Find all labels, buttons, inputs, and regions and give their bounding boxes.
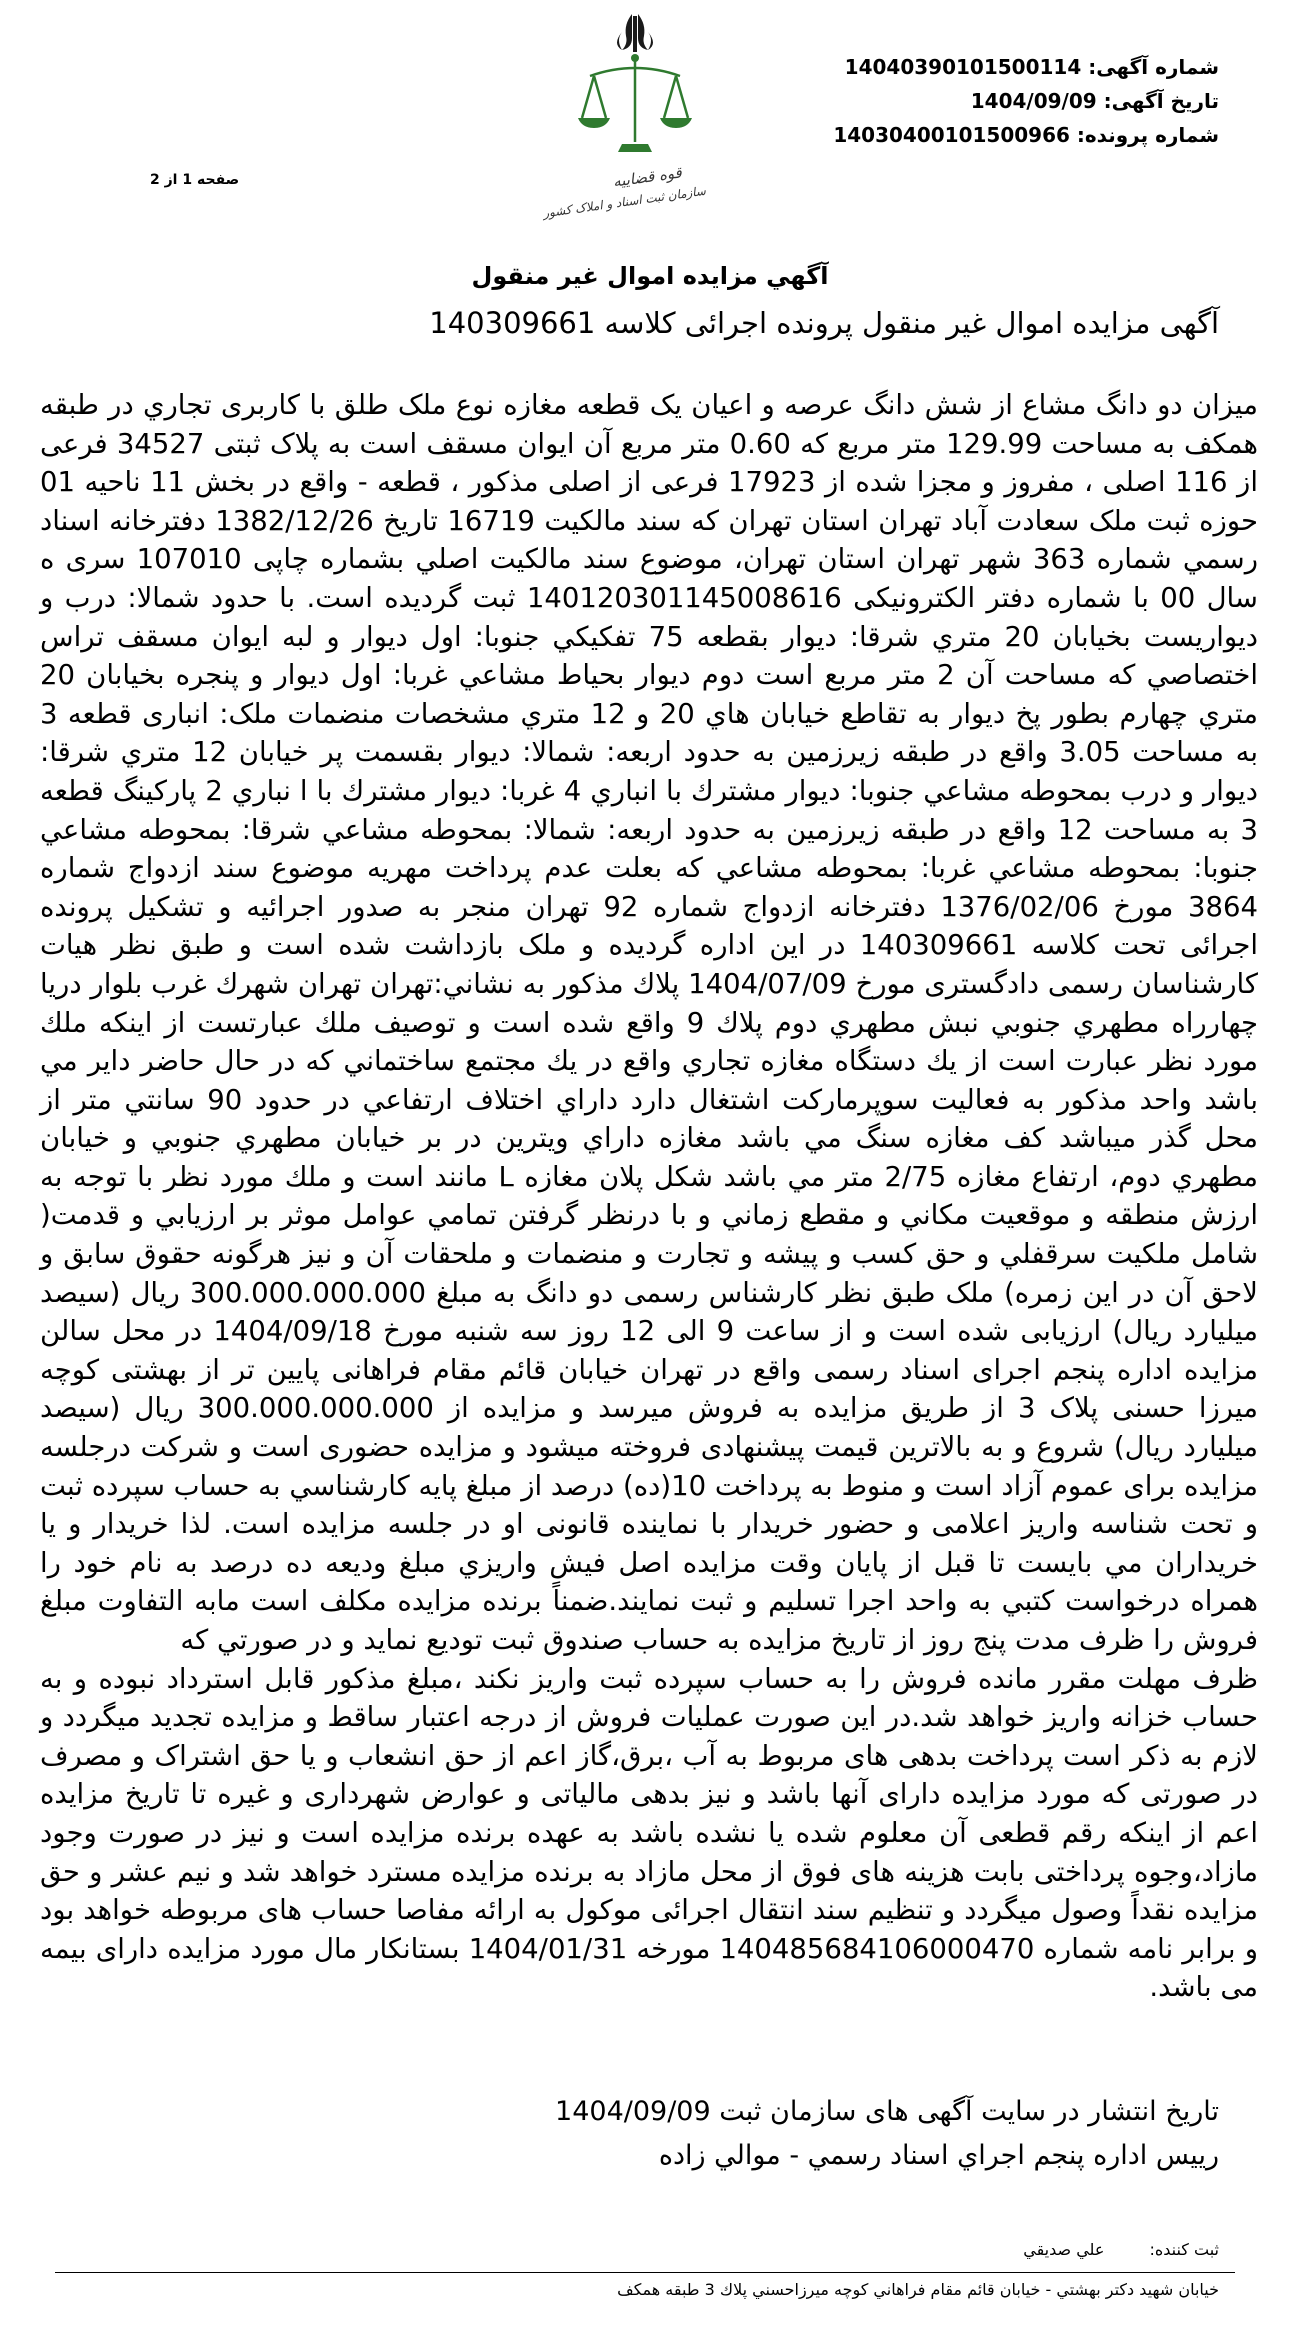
footer-divider: [55, 2272, 1235, 2273]
publication-info: [119, 2090, 1219, 2178]
recorder-name: علي صديقي: [1023, 2240, 1105, 2259]
svg-text:قوه قضاییه: قوه قضاییه: [611, 163, 683, 191]
page-indicator: صفحه 1 از 2: [150, 172, 240, 188]
judiciary-emblem: [542, 10, 707, 230]
notice-number-row: [833, 50, 1219, 84]
case-number: 14030400101500966: [833, 123, 1070, 147]
office-address: خيابان شهيد دكتر بهشتي - خيابان قائم مقام فراهاني كوچه ميرزاحسني پلاك 3 طبقه همكف: [617, 2280, 1219, 2299]
case-number-row: [833, 118, 1219, 152]
notice-number: 14040390101500114: [844, 55, 1082, 79]
notice-date-label: تاریخ آگهی:: [1103, 89, 1219, 113]
recorder-line: [819, 2240, 1219, 2259]
publish-date-line: تاريخ انتشار در سایت آگهی های سازمان ثبت 1404/09/09: [555, 2096, 1219, 2127]
body-paragraph-2: ظرف مهلت مقرر مانده فروش را به حساب سپرده ثبت واریز نکند ،مبلغ مذكور قابل استرداد نبوده و به حساب خزانه واريز خواهد شد.در این صورت عملیات فروش از درجه اعتبار ساقط و مزایده تجدید میگردد و لازم به ذکر است پرداخت بدهی های مربوط به آب ،برق،گاز اعم از حق انشعاب و یا حق اشتراک و مصرف در صورتی که مورد مزایده دارای آنها باشد و نیز بدهی مالیاتی و عوارض شهرداری و غیره تا تاریخ مزایده اعم از اینکه رقم قطعی آن معلوم شده یا نشده باشد به عهده برنده مزایده است و نیز در صورت وجود مازاد،وجوه پرداختی بابت هزینه های فوق از محل مازاد به برنده مزایده مسترد خواهد شد و نیم عشر و حق مزایده نقداً وصول میگردد و تنظیم سند انتقال اجرائی موکول به ارائه مفاصا حساب های مربوطه خواهد بود و برابر نامه شماره 140485684106000470 مورخه 1404/01/31 بستانکار مال مورد مزایده دارای بیمه می باشد.: [40, 1662, 1258, 2004]
scales-of-justice-icon: [542, 10, 707, 230]
body-paragraph-1: میزان دو دانگ مشاع از شش دانگ عرصه و اعیان یک قطعه مغازه نوع ملک طلق با کاربری تجاري در طبقه همکف به مساحت 129.99 متر مربع که 0.60 متر مربع آن ایوان مسقف است به پلاک ثبتی 34527 فرعی از 116 اصلی ، مفروز و مجزا شده از 17923 فرعی از اصلی مذکور ، قطعه - واقع در بخش 11 ناحیه 01 حوزه ثبت ملک سعادت آباد تهران استان تهران که سند مالکیت 16719 تاریخ 1382/12/26 دفترخانه اسناد رسمي شماره 363 شهر تهران استان تهران، موضوع سند مالکیت اصلي بشماره چاپی 107010 سری ه سال 00 با شماره دفتر الکترونیکی 140120301145008616 ثبت گردیده است. با حدود شمالا: درب و دیواریست بخیابان 20 متري شرقا: دیوار بقطعه 75 تفکیکي جنوبا: اول دیوار و لبه ایوان مسقف تراس اختصاصي كه مساحت آن 2 متر مربع است دوم دیوار بحیاط مشاعي غربا: اول دیوار و پنجره بخیابان 20 متري چهارم بطور پخ دیوار به تقاطع خیابان هاي 20 و 12 متري مشخصات منضمات ملک: انباری قطعه 3 به مساحت 3.05 واقع در طبقه زیرزمین به حدود اربعه: شمالا: دیوار بقسمت پر خیابان 12 متري شرقا: دیوار و درب بمحوطه مشاعي جنوبا: دیوار مشترك با انباري 4 غربا: دیوار مشترك با ا نباري 2 پارکینگ قطعه 3 به مساحت 12 واقع در طبقه زیرزمین به حدود اربعه: شمالا: بمحوطه مشاعي شرقا: بمحوطه مشاعي جنوبا: بمحوطه مشاعي غربا: بمحوطه مشاعي که بعلت عدم پرداخت مهریه موضوع سند ازدواج شماره 3864 مورخ 1376/02/06 دفترخانه ازدواج شماره 92 تهران منجر به صدور اجرائیه و تشکیل پرونده اجرائی تحت کلاسه 140309661 در این اداره گردیده و ملک بازداشت شده است و طبق نظر هیات کارشناسان رسمی دادگستری مورخ 1404/07/09 پلاك مذكور به نشاني:تهران تهران شهرك غرب بلوار دريا چهارراه مطهري جنوبي نبش مطهري دوم پلاك 9 واقع شده است و توصيف ملك عبارتست از اينكه ملك مورد نظر عبارت است از يك دستگاه مغازه تجاري واقع در يك مجتمع ساختماني كه در حال حاضر داير مي باشد واحد مذكور به فعاليت سوپرماركت اشتغال دارد داراي اختلاف ارتفاعي در حدود 90 سانتي متر از محل گذر ميباشد كف مغازه سنگ مي باشد مغازه داراي ويترين در بر خيابان مطهري جنوبي و خيابان مطهري دوم، ارتفاع مغازه 2/75 متر مي باشد شكل پلان مغازه L مانند است و ملك مورد نظر با توجه به ارزش منطقه و موقعيت مكاني و مقطع زماني و با درنظر گرفتن تمامي عوامل موثر بر ارزيابي و قدمت( شامل ملكيت سرقفلي و حق كسب و پيشه و تجارت و منضمات و ملحقات آن و نيز هرگونه حقوق سابق و لاحق آن در اين زمره) ملک طبق نظر کارشناس رسمی دو دانگ به مبلغ 300.000.000.000 ریال (سیصد میلیارد ریال) ارزیابی شده است و از ساعت 9 الی 12 روز سه شنبه مورخ 1404/09/18 در محل سالن مزايده اداره پنجم اجرای اسناد رسمی واقع در تهران خیابان قائم مقام فراهانی پایین تر از بهشتی کوچه میرزا حسنی پلاک 3 از طریق مزایده به فروش میرسد و مزایده از 300.000.000.000 ریال (سیصد میلیارد ریال) شروع و به بالاترین قیمت پیشنهادی فروخته میشود و مزایده حضوری است و شرکت درجلسه مزایده برای عموم آزاد است و منوط به پرداخت 10(ده) درصد از مبلغ پايه كارشناسي به حساب سپرده ثبت و تحت شناسه واریز اعلامی و حضور خریدار با نماینده قانونی او در جلسه مزایده است. لذا خريدار و يا خريداران مي بايست تا قبل از پايان وقت مزايده اصل فيش واريزي مبلغ وديعه ده درصد به نام خود را همراه درخواست كتبي به واحد اجرا تسليم و ثبت نمايند.ضمناً برنده مزايده مكلف است مابه التفاوت مبلغ فروش را ظرف مدت پنج روز از تاريخ مزايده به حساب صندوق ثبت توديع نمايد و در صورتي كه: [40, 389, 1259, 1656]
notice-date-row: [833, 84, 1219, 118]
recorder-label: ثبت کننده:: [1149, 2240, 1219, 2259]
page-title: آگهي مزايده اموال غير منقول: [471, 262, 829, 290]
notice-date: 1404/09/09: [970, 89, 1097, 113]
signatory-line: رييس اداره پنجم اجراي اسناد رسمي - موالي زاده: [658, 2140, 1219, 2171]
page-subtitle: آگهی مزایده اموال غیر منقول پرونده اجرائی کلاسه 140309661: [429, 306, 1219, 340]
notice-body: [40, 386, 1258, 2007]
case-number-label: شماره پرونده:: [1076, 123, 1219, 147]
notice-number-label: شماره آگهی:: [1088, 55, 1219, 79]
svg-text:سازمان ثبت اسناد و املاک کشور: سازمان ثبت اسناد و املاک کشور: [542, 183, 707, 221]
notice-header: [833, 50, 1219, 152]
